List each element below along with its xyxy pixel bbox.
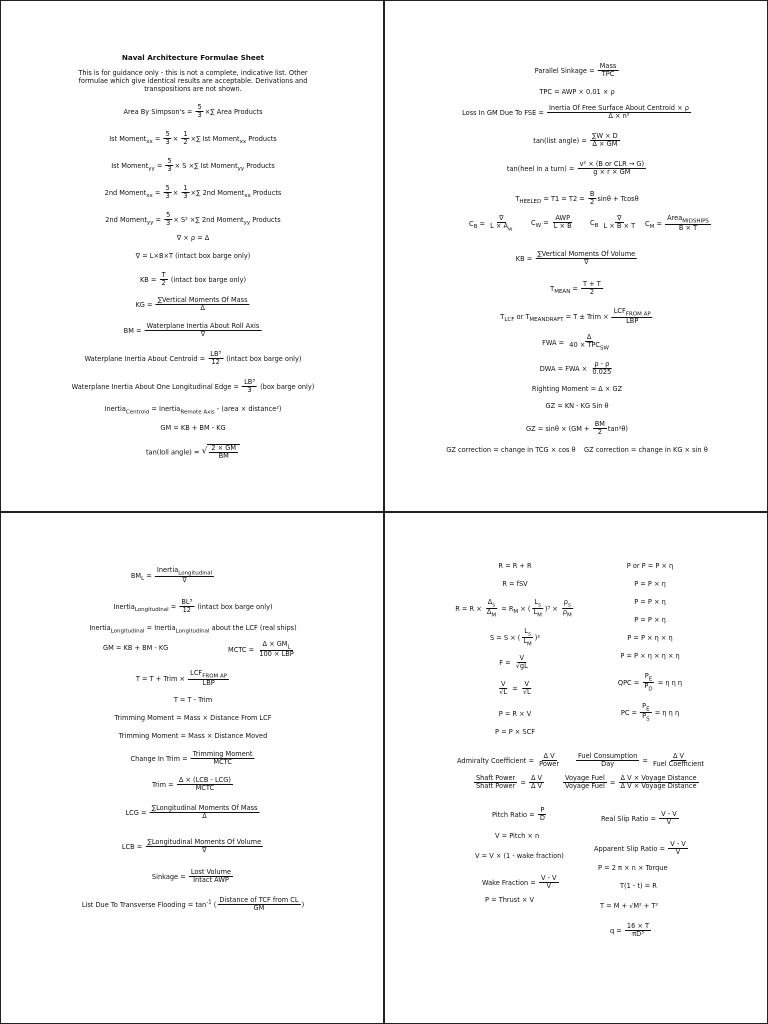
formula-wake-fraction: Wake Fraction = $\frac{V - V}{V}$ [482,874,557,891]
formula-kb-volume: KB = $\frac{\text{∑Vertical Moments Of Volume}}{\nabla}$ [515,250,636,267]
formula-bml: $BM_L$ = $\frac{Inertia_{Longitudinal}}{\nabla}$ [130,566,213,585]
formula-fwd-draught: T = T - Trim [173,696,213,704]
formula-effective-power-delivered: P = P × η × η [627,634,673,642]
formula-block-coefficient: $C_B$ = $\frac{\nabla}{L \times A_w}$ [469,214,513,233]
formula-effective-power-shaft: P = P × η × η × η [620,652,680,660]
intro-text: This is for guidance only - this is not a complete, indicative list. Other formulae which give identical results are acceptable. Derivations and transpositions are not shown. [78,69,308,94]
formula-righting-moment: Righting Moment = Δ × GZ [531,385,623,393]
formula-pitch-ratio: Pitch Ratio = $\frac{P}{D}$ [492,806,545,823]
formula-shear-stress: q = $\frac{16 \times T}{\text{πD³}}$ [610,922,650,939]
formula-brake-power: P or P = P × η [626,562,674,570]
formula-kg: KG = $\frac{\text{∑Vertical Moments Of Mass}}{\Delta}$ [135,296,248,313]
formula-effective-power-thrust: P = P × η [634,616,666,624]
formula-waterplane-centroid: Waterplane Inertia About Centroid = $\frac{\text{LB³}}{12}$ (intact box barge only) [84,350,302,367]
formula-heel-turn: tan(heel in a turn) = $\frac{\text{v² × (B or CLR → G)}}{g \times r \times GM}$ [506,160,645,177]
formula-effective-power: P = R × V [498,710,532,718]
formula-trimming-moment-moved: Trimming Moment = Mass × Distance Moved [118,732,268,740]
formula-qpc: QPC = $\frac{P_E}{P_D}$ = η η η [617,672,683,693]
formula-kb-box: KB = $\frac{T}{2}$ (intact box barge only) [139,271,247,288]
formula-advance-speed: V = V × (1 - wake fraction) [475,852,564,860]
formula-displacement: ∇ × ρ = Δ [176,234,210,242]
page-2 [384,0,768,512]
formula-gz-wallsided: GZ = sinθ × (GM + $\frac{BM}{2}$ tan²θ) [526,420,628,437]
formula-service-power: P = P × SCF [495,728,535,736]
page-4 [384,512,768,1024]
formula-midship-coefficient: $C_M$ = $\frac{Area_{MIDSHIPS}}{B \times T}$ [645,214,709,233]
formula-bm: BM = $\frac{\text{Waterplane Inertia About Roll Axis}}{\nabla}$ [123,322,260,339]
formula-lcb: LCB = $\frac{\text{∑Longitudinal Moments Of Volume}}{\nabla}$ [121,838,262,855]
formula-admiralty-coefficient: Admiralty Coefficient = $\frac{\text{Δ V}}{\text{Power}}$ [457,752,560,769]
formula-wetted-surface-scaling: S = S × ( $\frac{L_s}{L_M}$ )² [489,627,541,648]
formula-parallel-sinkage: Parallel Sinkage = $\frac{\text{Mass}}{\text{TPC}}$ [534,62,617,79]
page-1 [0,0,384,512]
sheet-title: Naval Architecture Formulae Sheet [121,53,265,62]
formula-thrust-deduction: T(1 - t) = R [620,882,657,890]
formula-theoretical-speed: V = Pitch × n [495,832,540,840]
formula-fse-loss: Loss In GM Due To FSE = $\frac{\text{Inertia Of Free Surface About Centroid × ρ}}{\text{Δ × n²}}$ [462,104,689,121]
formula-first-moment-2: Ist Moment$_{yy}$ = $\frac{5}{3}$ × S ×∑ Ist Moment$_{yy}$ Products [111,157,275,174]
formula-pc: PC = $\frac{P_E}{P_S}$ = η η η [620,702,680,723]
formula-gz-kn: GZ = KN - KG Sin θ [545,402,609,410]
formula-mean-draught: $T_{MEAN}$ = $\frac{T + T}{2}$ [550,280,601,297]
formula-list-flooding: List Due To Transverse Flooding = $\tan^{-1}$ ( $\frac{\text{Distance of TCF from CL}}{GM}$ ) [81,896,305,913]
formula-thrust-power: P = Thrust × V [485,896,535,904]
formula-trim: Trim = $\frac{\text{Δ × (LCB - LCG)}}{\text{MCTC}}$ [152,776,231,793]
formula-apparent-slip-ratio: Apparent Slip Ratio = $\frac{V - V}{V}$ [594,840,686,857]
formula-frictional-resistance: R = fSV [502,580,528,588]
formula-tpc: TPC = AWP × 0.01 × ρ [539,88,615,96]
formula-area-simpsons: Area By Simpson's = $\frac{5}{3}$ ×∑ Area Products [123,103,263,120]
formula-voyage-fuel-ratio: $\frac{\text{Voyage Fuel}}{\text{Voyage Fuel}}$ = $\frac{\text{Δ V × Voyage Distance}}{\text{Δ V × Voyage Distance}}$ [565,774,697,791]
formula-volume-box: ∇ = L×B×T (intact box barge only) [135,252,251,260]
formula-lcg: LCG = $\frac{\text{∑Longitudinal Moments Of Mass}}{\Delta}$ [125,804,258,821]
formula-waterplane-coefficient: $C_W$ = $\frac{\text{AWP}}{L \times B}$ [531,214,572,231]
formula-waterplane-edge: Waterplane Inertia About One Longitudinal Edge = $\frac{\text{LB³}}{3}$ (box barge only) [71,378,315,395]
formula-corresponding-speeds: $\frac{V}{√L}$ = $\frac{V}{√L}$ [499,680,531,697]
formula-parallel-axis: Inertia$_{Centroid}$ = Inertia$_{Remote Axis}$ - (area × distance²) [104,405,282,416]
formula-second-moment-2: 2nd Moment$_{yy}$ = $\frac{5}{3}$ × S² ×∑ 2nd Moment$_{yy}$ Products [105,211,281,228]
formula-list-angle: tan(list angle) = $\frac{\sum W \times D}{\Delta \times GM}$ [533,132,618,149]
page-3 [0,512,384,1024]
formula-inertia-lcf: Inertia$_{Longitudinal}$ = Inertia$_{Longitudinal}$ about the LCF (real ships) [89,624,297,635]
formula-shaft-power-ratio: $\frac{\text{Shaft Power}}{\text{Shaft Power}}$ = $\frac{\text{Δ V}}{\text{Δ V}}$ [476,774,543,791]
formula-delivered-torque: P = 2 π × n × Torque [598,864,668,872]
formula-first-moment-1: Ist Moment$_{xx}$ = $\frac{5}{3}$ × $\frac{1}{2}$ ×∑ Ist Moment$_{xx}$ Products [109,130,277,147]
formula-gm: GM = KB + BM - KG [160,424,226,432]
formula-fuel-coefficient: $\frac{\text{Fuel Consumption}}{\text{Day}}$ = $\frac{\text{Δ V}}{\text{Fuel Coefficient}}$ [578,752,704,769]
formula-heeled-draught: $T_{HEELED} = T1 = T2$ = $\frac{B}{2}$ sinθ + Tcosθ [515,190,639,207]
formula-trimming-moment-lcf: Trimming Moment = Mass × Distance From LCF [114,714,272,722]
formula-total-resistance: R = R + R [498,562,532,570]
formula-gml: GM = KB + BM - KG [103,644,169,652]
formula-froude-number: F = $\frac{V}{√gL}$ [499,654,528,671]
formula-residual-scaling: R = R × $\frac{\Delta_s}{\Delta_M}$ = $R_M$ × ( $\frac{L_s}{L_M}$ )³ × $\frac{\rho_s}{\rho_M}$ [455,598,572,619]
formula-fwa: FWA = $\frac{\Delta}{40 \times TPC_{SW}}$ [542,333,609,352]
formula-lcf-draught: $T_{LCF}$ or $T_{MEANDRAFT} = T$ ± Trim × $\frac{LCF_{FROM AP}}{\text{LBP}}$ [500,307,651,326]
formula-prismatic-coefficient: $C_B$ $\frac{\nabla}{L \times B \times T}$ [590,214,636,231]
formula-gz-corrections: GZ correction = change in TCG × cos θ GZ correction = change in KG × sin θ [446,446,708,454]
formula-sinkage: Sinkage = $\frac{\text{Lost Volume}}{\text{Intact AWP}}$ [151,868,232,885]
formula-real-slip-ratio: Real Slip Ratio = $\frac{V - V}{V}$ [601,810,677,827]
formula-thrust-power: P = P × η [634,598,666,606]
formula-dwa: DWA = FWA × $\frac{\rho - \rho}{0.025}$ [539,360,612,377]
formula-mctc: MCTC = $\frac{\Delta \times GM_L}{\text{100 × LBP}}$ [228,640,294,659]
formula-loll-angle: tan(loll angle) = √ $\frac{2 \times GM}{BM}$ [146,444,240,461]
formula-equivalent-torque: T = M + √M² + T² [600,902,659,910]
formula-second-moment-1: 2nd Moment$_{xx}$ = $\frac{5}{3}$ × $\frac{1}{3}$ ×∑ 2nd Moment$_{xx}$ Products [104,184,282,201]
formula-inertia-longitudinal: Inertia$_{Longitudinal}$ = $\frac{\text{BL³}}{12}$ (intact box barge only) [113,598,273,615]
formula-change-in-trim: Change In Trim = $\frac{\text{Trimming Moment}}{\text{MCTC}}$ [130,750,253,767]
formula-delivered-power: P = P × η [634,580,666,588]
formula-aft-draught: T = T + Trim × $\frac{LCF_{FROM AP}}{\text{LBP}}$ [135,669,228,688]
